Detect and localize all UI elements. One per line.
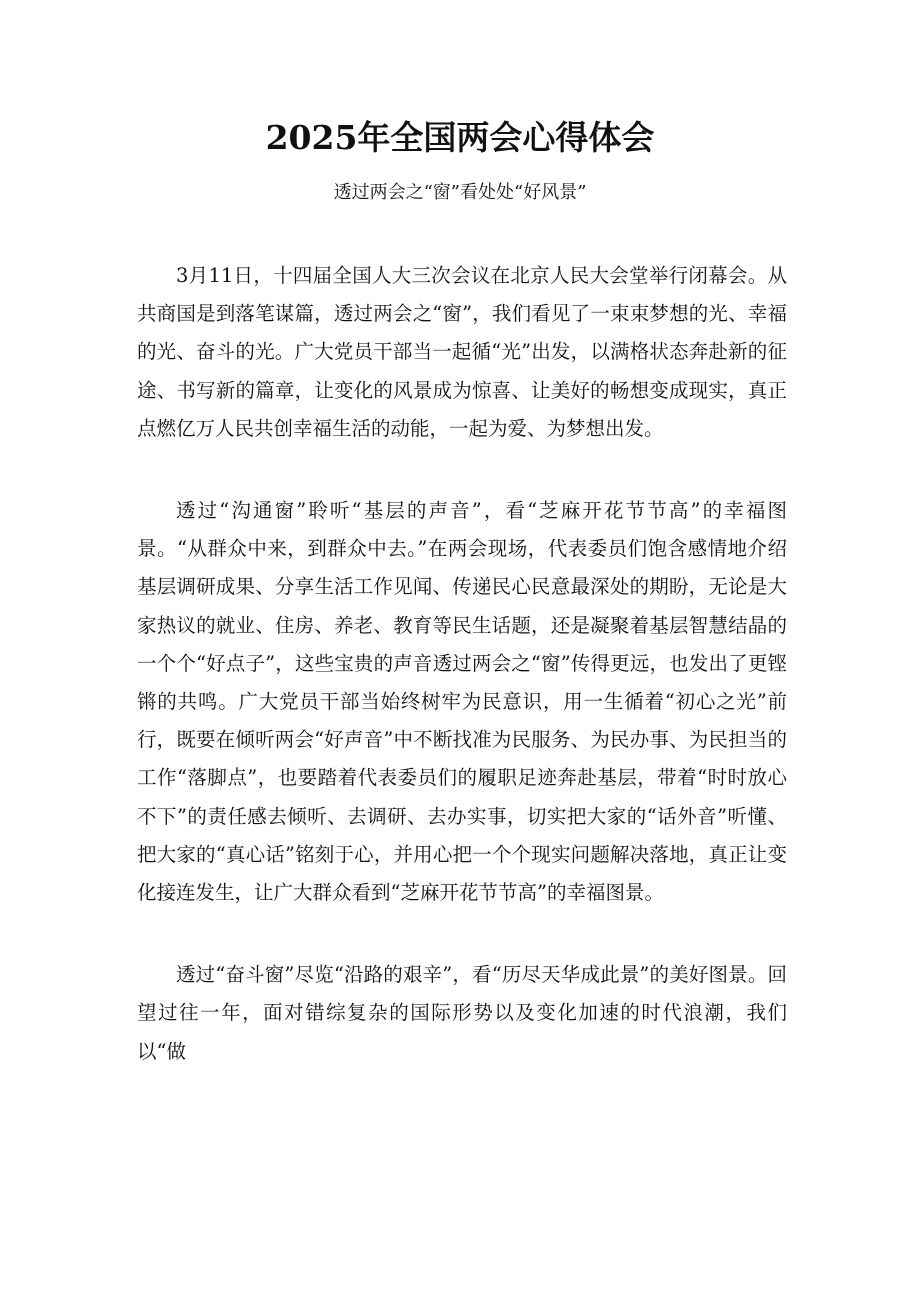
document-body	[137, 257, 787, 1115]
document-subtitle: 透过两会之“窗”看处处“好风景”	[333, 182, 587, 203]
paragraph-3: 透过“奋斗窗”尽览“沿路的艰辛”，看“历尽天华成此景”的美好图景。回望过往一年，面对错综复杂的国际形势以及变化加速的时代浪潮，我们以“做	[137, 963, 787, 1063]
paragraph-1: 3月11日，十四届全国人大三次会议在北京人民大会堂举行闭幕会。从共商国是到落笔谋篇，透过两会之“窗”，我们看见了一束束梦想的光、幸福的光、奋斗的光。广大党员干部当一起循“光”出发，以满格状态奔赴新的征途、书写新的篇章，让变化的风景成为惊喜、让美好的畅想变成现实，真正点燃亿万人民共创幸福生活的动能，一起为爱、为梦想出发。	[137, 264, 787, 440]
document-title: 2025年全国两会心得体会	[265, 118, 655, 157]
paragraph-2: 透过“沟通窗”聆听“基层的声音”，看“芝麻开花节节高”的幸福图景。“从群众中来，到群众中去。”在两会现场，代表委员们饱含感情地介绍基层调研成果、分享生活工作见闻、传递民心民意最深处的期盼，无论是大家热议的就业、住房、养老、教育等民生话题，还是凝聚着基层智慧结晶的一个个“好点子”，这些宝贵的声音透过两会之“窗”传得更远，也发出了更铿锵的共鸣。广大党员干部当始终树牢为民意识，用一生循着“初心之光”前行，既要在倾听两会“好声音”中不断找准为民服务、为民办事、为民担当的工作“落脚点”，也要踏着代表委员们的履职足迹奔赴基层，带着“时时放心不下”的责任感去倾听、去调研、去办实事，切实把大家的“话外音”听懂、把大家的“真心话”铭刻于心，并用心把一个个现实问题解决落地，真正让变化接连发生，让广大群众看到“芝麻开花节节高”的幸福图景。	[137, 499, 787, 905]
